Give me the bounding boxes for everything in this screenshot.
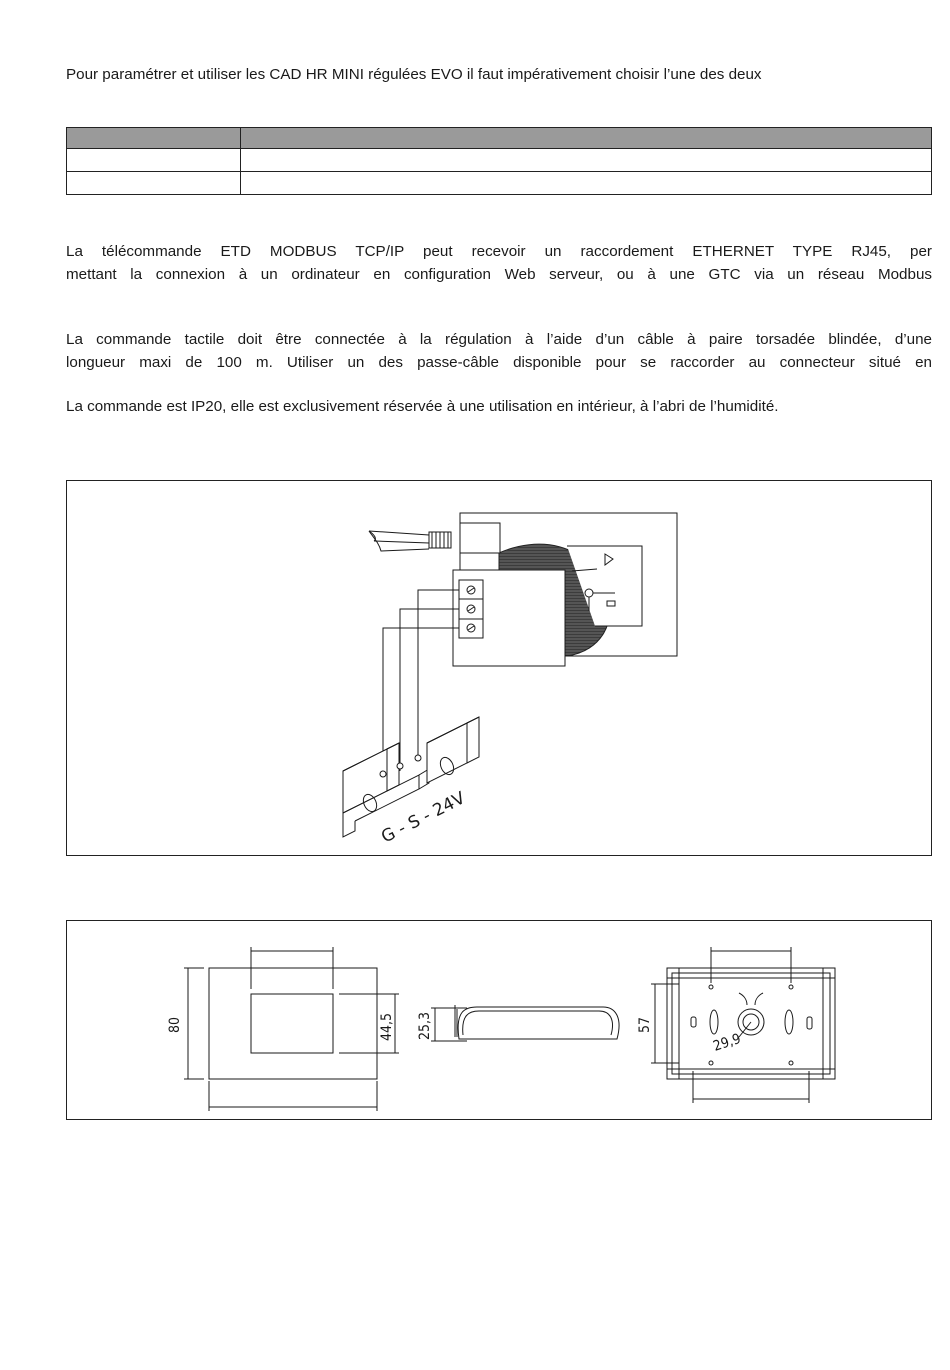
table-row [67, 172, 932, 195]
table-cell [67, 149, 241, 172]
table-header-cell [241, 128, 932, 149]
mode-table [66, 127, 932, 195]
cable-paragraph-line2: longueur maxi de 100 m. Utiliser un des passe-câble disponible pour se raccorder au connecteur situé en [66, 354, 932, 371]
dim-height-screen: 44,5 [379, 1012, 395, 1041]
dim-height-total: 80 [167, 1016, 183, 1033]
side-view [458, 1007, 619, 1039]
terminal-label: G - S - 24V [378, 788, 469, 848]
table-cell [241, 172, 932, 195]
intro-paragraph: Pour paramétrer et utiliser les CAD HR MINI régulées EVO il faut impérativement choisir l’une des deux [66, 66, 762, 83]
dim-mount-hole: 29,9 [711, 1030, 743, 1055]
table-cell [241, 149, 932, 172]
wiring-figure [66, 480, 932, 856]
cable-paragraph-line1: La commande tactile doit être connectée à la régulation à l’aide d’un câble à paire torsadée blindée, d’une [66, 331, 932, 348]
rj45-port [460, 523, 500, 553]
dimensions-diagram [67, 921, 933, 1121]
screen-outline [251, 994, 333, 1053]
modbus-paragraph-line2: mettant la connexion à un ordinateur en configuration Web serveur, ou à une GTC via un réseau Modbus [66, 266, 932, 283]
table-header-row [67, 128, 932, 149]
table-row [67, 149, 932, 172]
dim-depth: 25,3 [417, 1011, 433, 1040]
dim-mount-height: 57 [637, 1016, 653, 1033]
table-header-cell [67, 128, 241, 149]
back-view [667, 968, 835, 1079]
wiring-diagram [67, 481, 933, 857]
table-cell [67, 172, 241, 195]
modbus-paragraph-line1: La télécommande ETD MODBUS TCP/IP peut recevoir un raccordement ETHERNET TYPE RJ45, per [66, 243, 932, 260]
ip20-paragraph: La commande est IP20, elle est exclusivement réservée à une utilisation en intérieur, à l’abri de l’humidité. [66, 398, 779, 415]
dimensions-figure [66, 920, 932, 1120]
